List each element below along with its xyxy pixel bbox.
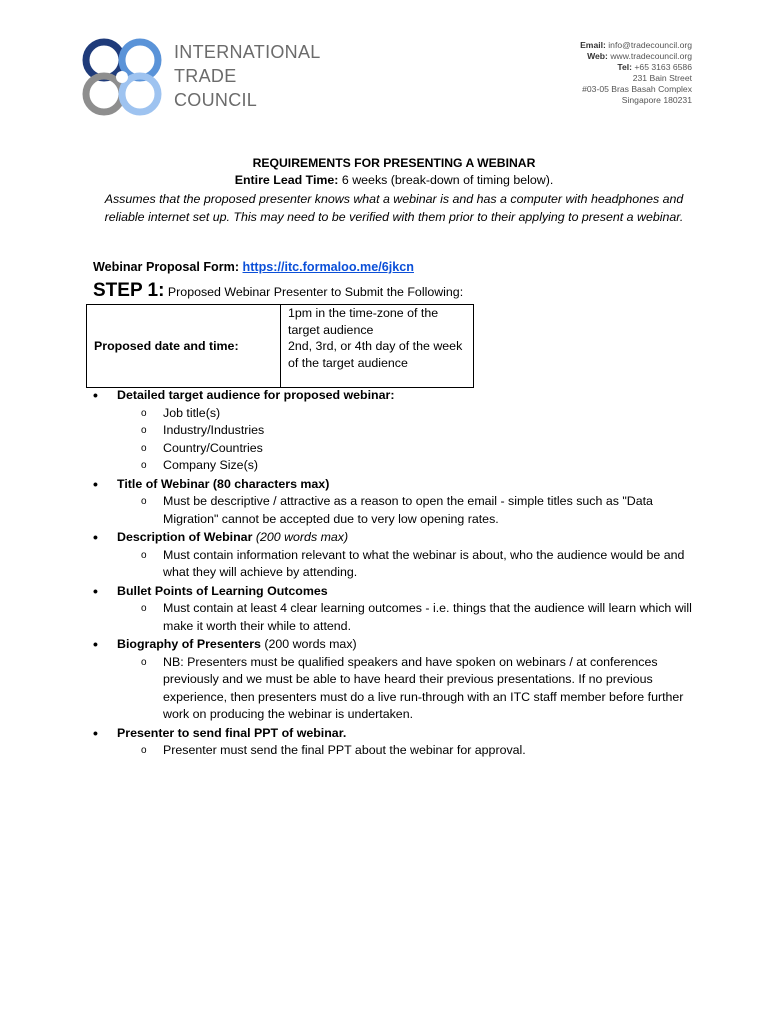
contact-block (580, 40, 692, 106)
circle-bullet-icon: o (141, 496, 147, 507)
sub-requirement-text: Presenter must send the final PPT about the webinar for approval. (163, 743, 526, 757)
bullet-icon: • (93, 582, 98, 599)
requirement-item (93, 529, 693, 582)
sub-requirement (117, 742, 693, 760)
proposal-form-label: Webinar Proposal Form: (93, 260, 243, 274)
assumption-note: Assumes that the proposed presenter knows what a webinar is and has a computer with headphones and reliable internet set up. This may need to be verified with them prior to their applying to present a webinar. (104, 192, 684, 224)
date-time-value-line1: 1pm in the time-zone of the target audience (288, 306, 439, 337)
requirement-item (93, 387, 693, 475)
sub-requirement (117, 547, 693, 582)
circle-bullet-icon: o (141, 549, 147, 561)
step-heading (93, 280, 463, 302)
circle-bullet-icon: o (141, 460, 147, 471)
sub-requirement-text: Must contain at least 4 clear learning outcomes - i.e. things that the audience will learn which will make it worth their while to attend. (163, 601, 692, 633)
proposal-form-link[interactable]: https://itc.formaloo.me/6jkcn (242, 260, 414, 274)
email-value: info@tradecouncil.org (608, 40, 692, 50)
sub-requirement (117, 440, 693, 458)
document-title: REQUIREMENTS FOR PRESENTING A WEBINAR (252, 156, 536, 170)
web-value: www.tradecouncil.org (610, 51, 692, 61)
bullet-icon: • (93, 529, 98, 545)
requirement-title-suffix: (200 words max) (252, 530, 349, 544)
requirement-title (117, 636, 693, 654)
requirement-title-text: Bullet Points of Learning Outcomes (117, 583, 328, 598)
circle-bullet-icon: o (141, 407, 147, 419)
org-name-line2: TRADE (174, 66, 237, 86)
circle-bullet-icon: o (141, 745, 147, 756)
sub-requirement-text: Must contain information relevant to what the webinar is about, who the audience would be and what they will achieve by attending. (163, 547, 685, 579)
sub-requirement-text: Company Size(s) (163, 458, 259, 472)
requirement-title (117, 583, 693, 601)
org-name-line3: COUNCIL (174, 90, 258, 110)
sub-requirement-text: NB: Presenters must be qualified speakers and have spoken on webinars / at conferences previously and we must be able to have heard their previous presentations. If no previous experience, then presenters must do a live run-through with an ITC staff member before further work on producing the webinar is undertaken. (163, 654, 684, 721)
sub-requirement (117, 457, 693, 475)
org-name-line1: INTERNATIONAL (174, 42, 321, 62)
requirements-list (93, 387, 693, 760)
sub-requirement (117, 422, 693, 440)
itc-logo (82, 38, 164, 116)
circle-bullet-icon: o (141, 603, 147, 614)
requirement-title-text: Title of Webinar (80 characters max) (117, 476, 330, 491)
lead-time-label: Entire Lead Time: (234, 173, 339, 187)
circle-bullet-icon: o (141, 425, 147, 436)
requirement-item (93, 636, 693, 724)
tel-value: +65 3163 6586 (634, 62, 692, 72)
bullet-icon: • (93, 475, 98, 492)
date-time-label: Proposed date and time: (87, 305, 281, 388)
requirement-title (117, 476, 693, 494)
proposal-form-line (93, 260, 414, 274)
requirement-title (117, 725, 693, 743)
bullet-icon: • (93, 387, 98, 403)
sub-requirement-text: Job title(s) (163, 405, 221, 420)
lead-time-value: 6 weeks (break-down of timing below). (338, 173, 554, 187)
date-time-value (281, 305, 474, 388)
requirement-title (117, 529, 693, 547)
requirement-title-text: Biography of Presenters (117, 637, 261, 651)
requirement-item (93, 583, 693, 636)
requirement-title-text: Presenter to send final PPT of webinar. (117, 725, 347, 740)
bullet-icon: • (93, 636, 98, 652)
step-number: STEP 1: (93, 280, 165, 301)
requirement-item (93, 476, 693, 529)
org-name (174, 40, 321, 112)
web-label: Web: (587, 51, 608, 61)
requirement-title-suffix: (200 words max) (260, 637, 357, 651)
tel-label: Tel: (617, 62, 633, 72)
requirement-title (117, 387, 693, 405)
circle-bullet-icon: o (141, 442, 147, 454)
table-row (87, 305, 474, 388)
address-line1: 231 Bain Street (632, 73, 692, 83)
sub-requirement-text: Country/Countries (163, 440, 263, 455)
sub-requirement-text: Industry/Industries (163, 423, 265, 437)
sub-requirement-text: Must be descriptive / attractive as a reason to open the email - simple titles such as "Data Migration" cannot be accepted due to very low opening rates. (163, 494, 653, 526)
sub-requirement (117, 654, 693, 724)
step-text: Proposed Webinar Presenter to Submit the Following: (164, 285, 464, 299)
lead-time-line (96, 173, 692, 187)
sub-requirement (117, 405, 693, 423)
sub-requirement (117, 600, 693, 635)
bullet-icon: • (93, 724, 98, 741)
date-time-table (86, 304, 474, 388)
date-time-value-line2: 2nd, 3rd, or 4th day of the week of the target audience (288, 339, 463, 370)
circle-bullet-icon: o (141, 656, 147, 668)
requirement-title-text: Description of Webinar (117, 530, 253, 544)
email-label: Email: (580, 40, 606, 50)
address-line2: #03-05 Bras Basah Complex (582, 84, 692, 94)
address-line3: Singapore 180231 (621, 95, 692, 105)
sub-requirement (117, 493, 693, 528)
requirement-title-text: Detailed target audience for proposed webinar: (117, 388, 395, 402)
requirement-item (93, 725, 693, 760)
